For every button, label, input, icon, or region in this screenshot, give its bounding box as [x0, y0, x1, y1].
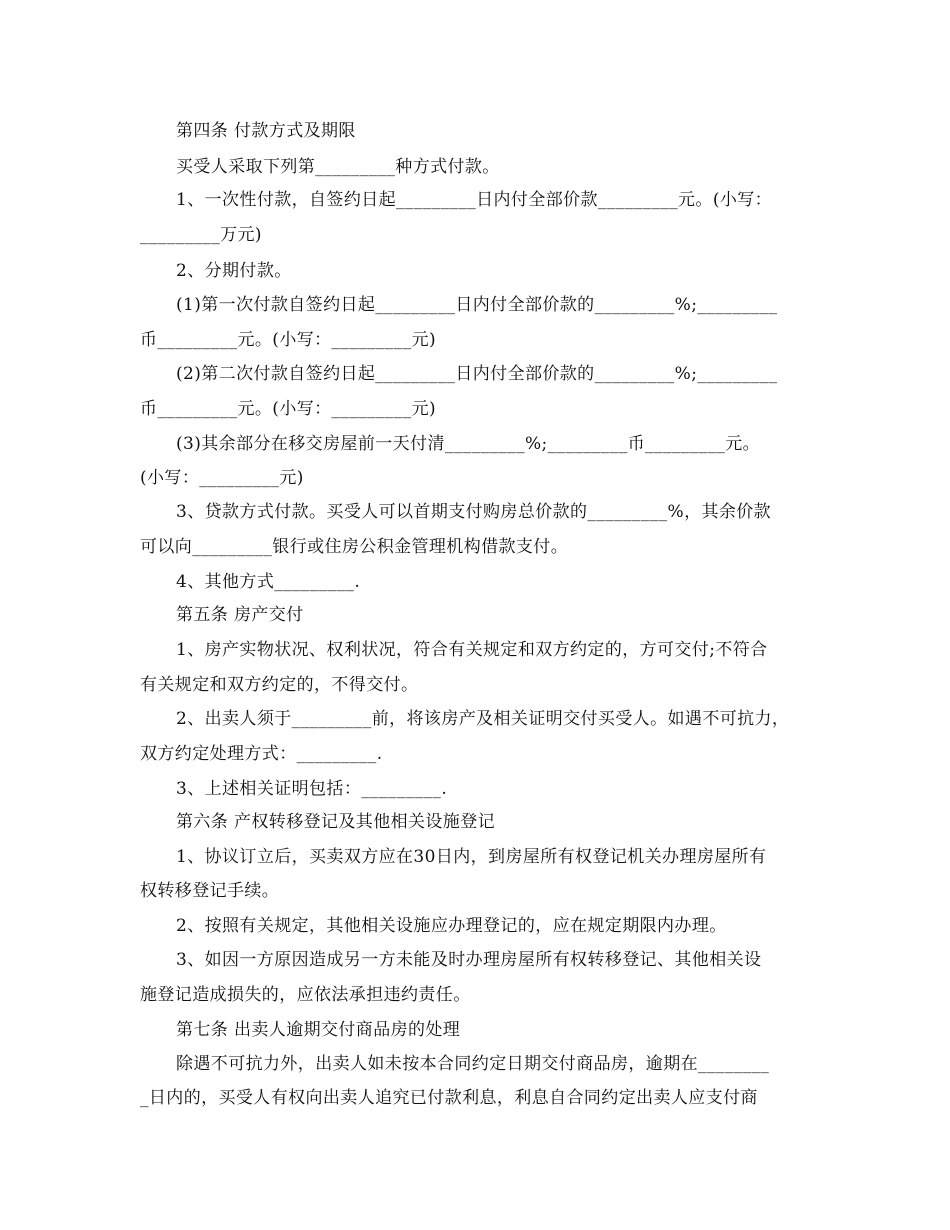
payment-method-choice: 买受人采取下列第_________种方式付款。: [176, 157, 500, 177]
ownership-transfer-line-2: 权转移登记手续。: [140, 881, 280, 901]
first-installment-line-1: (1)第一次付款自签约日起_________日内付全部价款的_________%;_________: [176, 295, 778, 315]
lump-sum-payment-line-2: _________万元): [140, 225, 262, 245]
second-installment-line-2: 币_________元。(小写：_________元): [140, 399, 437, 419]
facility-registration: 2、按照有关规定，其他相关设施应办理登记的，应在规定期限内办理。: [176, 916, 727, 936]
article-7-heading: 第七条 出卖人逾期交付商品房的处理: [176, 1020, 461, 1040]
lump-sum-payment-line-1: 1、一次性付款，自签约日起_________日内付全部价款_________元。(小写：: [176, 190, 773, 210]
delivery-deadline-line-2: 双方约定处理方式：_________.: [140, 744, 383, 764]
article-6-heading: 第六条 产权转移登记及其他相关设施登记: [176, 812, 496, 832]
delivery-deadline-line-1: 2、出卖人须于_________前，将该房产及相关证明交付买受人。如遇不可抗力，: [176, 709, 790, 729]
delivery-condition-line-2: 有关规定和双方约定的，不得交付。: [140, 675, 419, 695]
installment-payment: 2、分期付款。: [176, 261, 292, 281]
delivery-condition-line-1: 1、房产实物状况、权利状况，符合有关规定和双方约定的，方可交付;不符合: [176, 640, 768, 660]
registration-liability-line-1: 3、如因一方原因造成另一方未能及时办理房屋所有权转移登记、其他相关设: [176, 950, 762, 970]
other-payment-method: 4、其他方式_________.: [176, 572, 361, 592]
registration-liability-line-2: 施登记造成损失的，应依法承担违约责任。: [140, 985, 471, 1005]
first-installment-line-2: 币_________元。(小写：_________元): [140, 330, 437, 350]
late-delivery-line-1: 除遇不可抗力外，出卖人如未按本合同约定日期交付商品房，逾期在________: [176, 1054, 770, 1074]
article-5-heading: 第五条 房产交付: [176, 605, 304, 625]
loan-payment-line-1: 3、贷款方式付款。买受人可以首期支付购房总价款的_________%，其余价款: [176, 502, 772, 522]
loan-payment-line-2: 可以向_________银行或住房公积金管理机构借款支付。: [140, 537, 569, 557]
second-installment-line-1: (2)第二次付款自签约日起_________日内付全部价款的_________%;_________: [176, 364, 778, 384]
ownership-transfer-line-1: 1、协议订立后，买卖双方应在30日内，到房屋所有权登记机关办理房屋所有: [176, 847, 767, 867]
remaining-payment-line-1: (3)其余部分在移交房屋前一天付清_________%;_________币_________元。: [176, 434, 761, 454]
late-delivery-line-2: _日内的，买受人有权向出卖人追究已付款利息，利息自合同约定出卖人应支付商: [140, 1088, 758, 1108]
article-4-heading: 第四条 付款方式及期限: [176, 121, 356, 141]
remaining-payment-line-2: (小写：_________元): [140, 468, 304, 488]
related-certificates: 3、上述相关证明包括：_________.: [176, 779, 448, 799]
